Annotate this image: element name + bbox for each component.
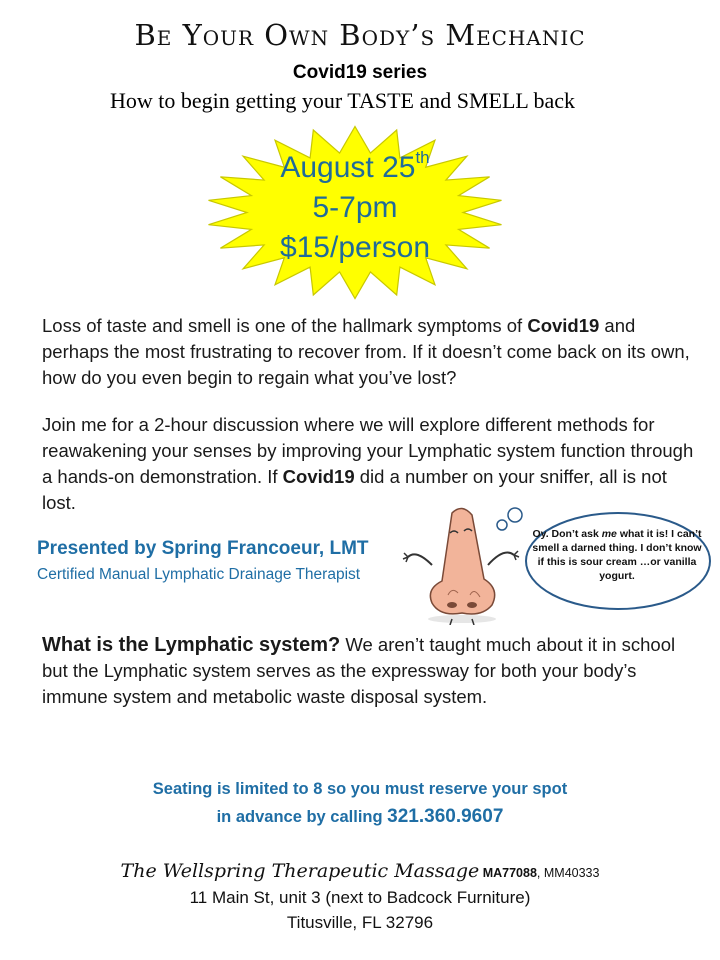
address-line-2: Titusville, FL 32796 xyxy=(286,913,434,932)
covid-bold: Covid19 xyxy=(527,315,600,336)
thought-bubble-text: Oy. Don’t ask me what it is! I can’t smell a darned thing. I don’t know if this is sour cream …or vanilla yogurt. xyxy=(532,528,702,582)
presenter-line: Presented by Spring Francoeur, LMT xyxy=(37,538,369,559)
event-time: 5-7pm xyxy=(312,191,398,224)
seating-notice: Seating is limited to 8 so you must reserve your spot in advance by calling 321.360.9607 xyxy=(152,780,568,827)
event-price: $15/person xyxy=(279,231,431,264)
date-suffix: th xyxy=(415,148,430,167)
presenter-credential: Certified Manual Lymphatic Drainage Therapist xyxy=(37,566,361,583)
event-details xyxy=(250,148,460,268)
license-number: MA77088 xyxy=(479,866,537,880)
flyer-subtitle: How to begin getting your TASTE and SMELL back xyxy=(110,88,576,113)
event-date: August 25th xyxy=(280,148,430,184)
series-label: Covid19 series xyxy=(292,62,428,83)
phone-number: 321.360.9607 xyxy=(387,806,504,827)
business-name-line xyxy=(0,860,720,882)
address-line-1: 11 Main St, unit 3 (next to Badcock Furniture) xyxy=(189,888,531,907)
business-name: The Wellspring Therapeutic Massage xyxy=(120,860,480,882)
flyer-title: Be Your Own Body’s Mechanic xyxy=(134,18,586,52)
covid-bold: Covid19 xyxy=(282,466,355,487)
license-number-2: , MM40333 xyxy=(536,866,600,880)
intro-paragraph-1: Loss of taste and smell is one of the hallmark symptoms of Covid19 and perhaps the most frustrating to recover from. If it doesn’t come back on its own, how do you even begin to regain what you’ve lost? xyxy=(42,315,690,388)
lymphatic-question: What is the Lymphatic system? xyxy=(42,634,341,656)
intro-paragraph-2: Join me for a 2-hour discussion where we will explore different methods for reawakening your senses by improving your Lymphatic system function through a hands-on demonstration. If Covid19 did a number on your sniffer, all is not lost. xyxy=(42,414,694,513)
lymphatic-paragraph: What is the Lymphatic system? We aren’t taught much about it in school but the Lymphatic system serves as the expressway for both your body’s immune system and metabolic waste disposal system. xyxy=(42,634,676,707)
